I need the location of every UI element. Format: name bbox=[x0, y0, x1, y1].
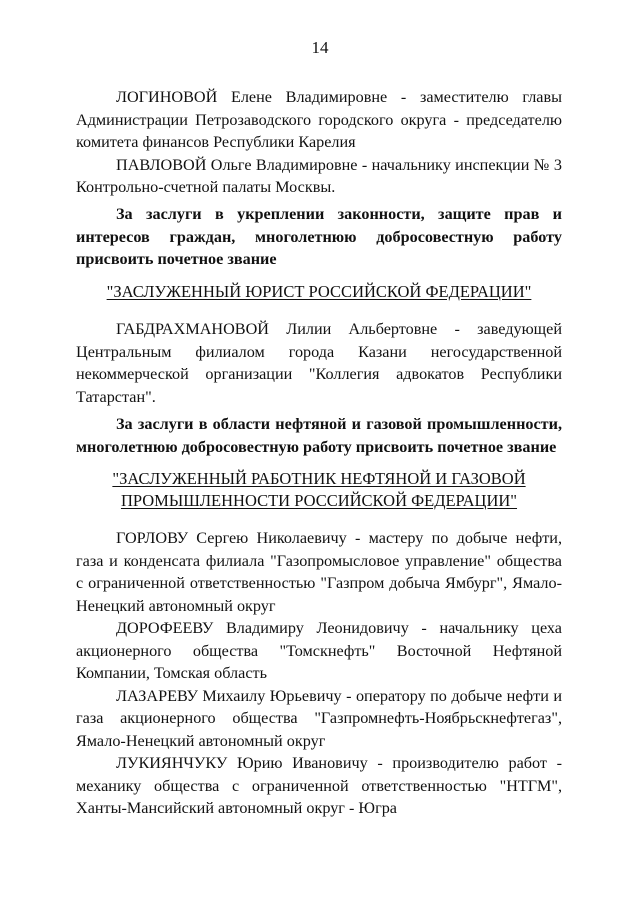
entry-dorofeev: ДОРОФЕЕВУ Владимиру Леонидовичу - начальнику цеха акционерного общества "Томскнефть" Восточной Нефтяной Компании, Томская область bbox=[76, 619, 562, 682]
section1-title: "ЗАСЛУЖЕННЫЙ ЮРИСТ РОССИЙСКОЙ ФЕДЕРАЦИИ" bbox=[106, 282, 532, 301]
section1-heading: За заслуги в укреплении законности, защите прав и интересов граждан, многолетнюю добросовестную работу присвоить почетное звание bbox=[76, 205, 562, 268]
section1-entries bbox=[76, 318, 562, 408]
entry-lukiyanchuk: ЛУКИЯНЧУКУ Юрию Ивановичу - производителю работ - механику общества с ограниченной ответственностью "НТГМ", Ханты-Мансийский автономный округ - Югра bbox=[76, 754, 562, 817]
section2-entries bbox=[76, 527, 562, 820]
section2-heading: За заслуги в области нефтяной и газовой промышленности, многолетнюю добросовестную работу присвоить почетное звание bbox=[76, 415, 562, 456]
page-number: 14 bbox=[311, 38, 329, 57]
entry-gabdrakhmanova: ГАБДРАХМАНОВОЙ Лилии Альбертовне - заведующей Центральным филиалом города Казани негосударственной некоммерческой организации "Коллегия адвокатов Республики Татарстан". bbox=[76, 320, 562, 406]
entry-loginova: ЛОГИНОВОЙ Елене Владимировне - заместителю главы Администрации Петрозаводского городского округа - председателю комитета финансов Республики Карелия bbox=[76, 88, 562, 151]
entry-pavlova: ПАВЛОВОЙ Ольге Владимировне - начальнику инспекции № 3 Контрольно-счетной палаты Москвы. bbox=[76, 155, 562, 196]
entries-top bbox=[76, 86, 562, 199]
section2-title: "ЗАСЛУЖЕННЫЙ РАБОТНИК НЕФТЯНОЙ И ГАЗОВОЙ ПРОМЫШЛЕННОСТИ РОССИЙСКОЙ ФЕДЕРАЦИИ" bbox=[112, 469, 526, 510]
entry-lazarev: ЛАЗАРЕВУ Михаилу Юрьевичу - оператору по добыче нефти и газа акционерного общества "Газпромнефть-Ноябрьскнефтегаз", Ямало-Ненецкий автономный округ bbox=[76, 686, 562, 750]
entry-gorlov: ГОРЛОВУ Сергею Николаевичу - мастеру по добыче нефти, газа и конденсата филиала "Газопромысловое управление" общества с ограниченной ответственностью "Газпром добыча Ямбург", Ямало-Ненецкий автономный округ bbox=[76, 529, 562, 615]
